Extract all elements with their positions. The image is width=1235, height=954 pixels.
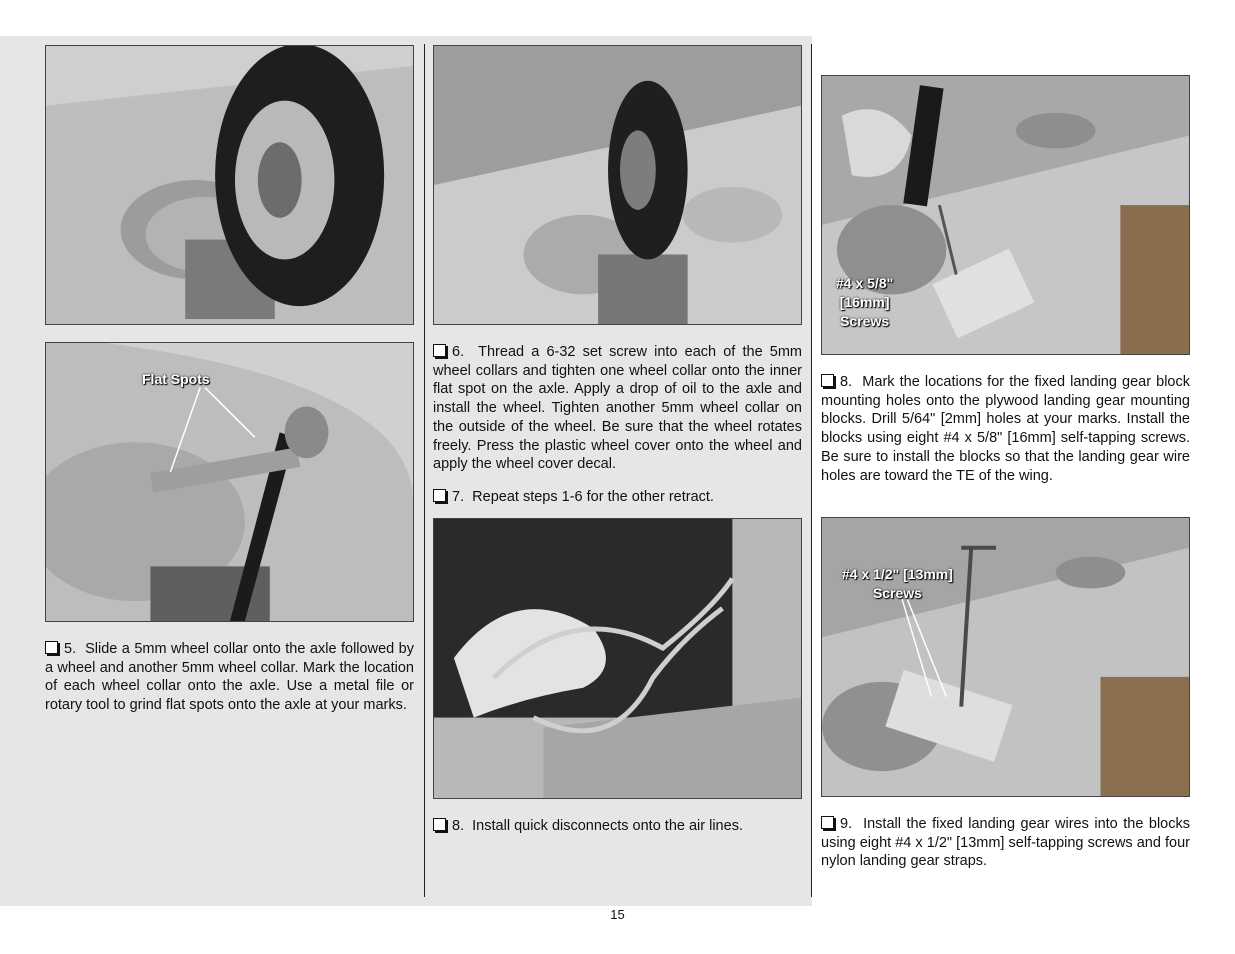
callout-flat-spots: Flat Spots: [142, 371, 210, 387]
callout-line: #4 x 1/2" [13mm]: [842, 566, 953, 582]
checkbox-icon[interactable]: [45, 641, 58, 654]
step-number: 8.: [840, 374, 853, 390]
step-9: [821, 815, 1190, 871]
column-divider: [811, 44, 812, 897]
callout-line: #4 x 5/8": [836, 275, 894, 291]
step-text: Install the fixed landing gear wires into the blocks using eight #4 x 1/2" [13mm] self-tapping screws and four nylon landing gear straps.: [821, 816, 1190, 870]
callout-line: Screws: [872, 585, 922, 601]
step-number: 5.: [64, 641, 77, 657]
step-text: Slide a 5mm wheel collar onto the axle followed by a wheel and another 5mm wheel collar. Mark the location of each wheel collar onto the axle. Use a metal file or rotary tool to grind flat spots onto the axle at your marks.: [45, 641, 414, 714]
step-text: Install quick disconnects onto the air lines.: [472, 818, 743, 834]
photo-wheel-installed: [433, 45, 802, 325]
photo-wheel-mounted: [45, 45, 414, 325]
step-7: [433, 488, 802, 507]
step-8-mounting-holes: [821, 373, 1190, 485]
step-number: 9.: [840, 816, 853, 832]
step-text: Mark the locations for the fixed landing gear block mounting holes onto the plywood landing gear mounting blocks. Drill 5/64" [2mm] holes at your marks. Install the blocks using eight #4 x 5/8" [16mm] self-tapping screws. Be sure to install the blocks so that the landing gear wire holes are toward the TE of the wing.: [821, 374, 1190, 484]
step-number: 8.: [452, 818, 465, 834]
checkbox-icon[interactable]: [821, 816, 834, 829]
callout-line: Screws: [840, 313, 890, 329]
step-text: Thread a 6-32 set screw into each of the 5mm wheel collars and tighten one wheel collar onto the inner flat spot on the axle. Apply a drop of oil to the axle and install the wheel. Tighten another 5mm wheel collar on the outside of the wheel. Be sure that the wheel rotates freely. Press the plastic wheel cover onto the wheel and apply the wheel cover decal.: [433, 344, 802, 473]
step-8-quick-disconnects: [433, 817, 802, 836]
photo-axle-flat-spots: [45, 342, 414, 622]
step-number: 6.: [452, 344, 465, 360]
photo-mounting-blocks: [821, 75, 1190, 355]
step-text: Repeat steps 1-6 for the other retract.: [472, 489, 714, 505]
callout-screws-1-2: [842, 565, 953, 603]
checkbox-icon[interactable]: [433, 818, 446, 831]
checkbox-icon[interactable]: [433, 344, 446, 357]
callout-line: [16mm]: [839, 294, 890, 310]
step-6: [433, 343, 802, 474]
callout-screws-5-8: [836, 274, 893, 331]
step-5: [45, 640, 414, 715]
page-number: 15: [610, 907, 625, 922]
photo-gear-wires: [821, 517, 1190, 797]
checkbox-icon[interactable]: [433, 489, 446, 502]
photo-air-lines: [433, 518, 802, 799]
step-number: 7.: [452, 489, 465, 505]
column-divider: [424, 44, 425, 897]
checkbox-icon[interactable]: [821, 374, 834, 387]
